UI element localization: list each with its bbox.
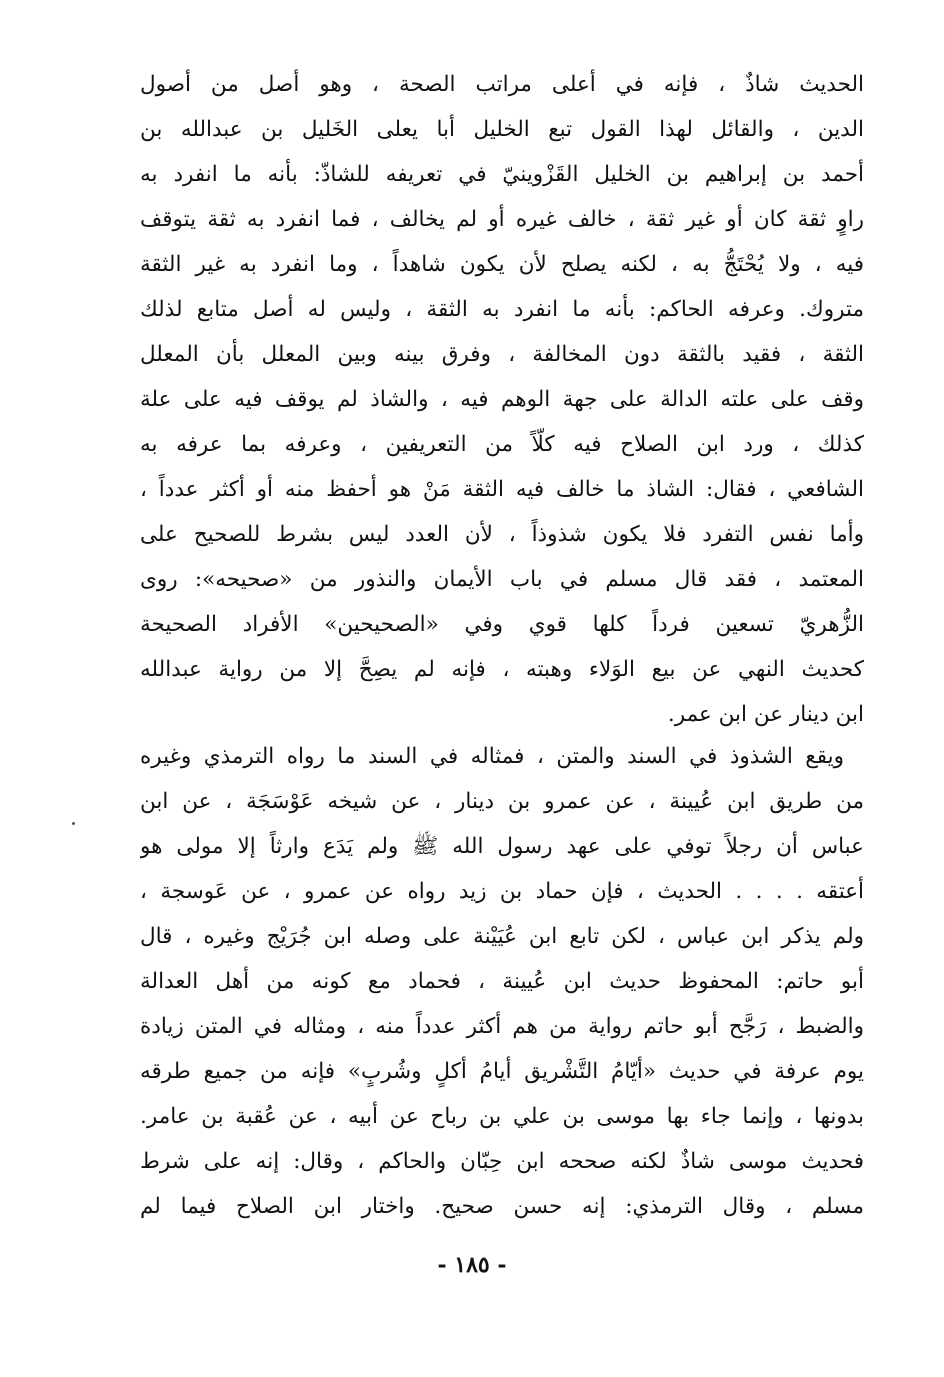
paragraph-1 — [140, 62, 864, 737]
page-number: - ١٨٥ - — [437, 1252, 507, 1278]
text-line: ويقع الشذوذ في السند والمتن ، فمثاله في السند ما رواه الترمذي وغيره — [140, 744, 844, 769]
text-line: مسلم ، وقال الترمذي: إنه حسن صحيح. واختار ابن الصلاح فيما لم — [140, 1194, 864, 1219]
text-line: من طريق ابن عُيينة ، عن عمرو بن دينار ، عن شيخه عَوْسَجَة ، عن ابن — [140, 789, 864, 814]
text-line: والضبط ، رَجَّح أبو حاتم رواية من هم أكثر عدداً منه ، ومثاله في المتن زيادة — [140, 1014, 864, 1039]
paragraph-2 — [140, 734, 864, 1229]
text-line: فحديث موسى شاذٌ لكنه صححه ابن حِبّان والحاكم ، وقال: إنه على شرط — [140, 1149, 864, 1174]
text-line: الحديث شاذٌ ، فإنه في أعلى مراتب الصحة ، وهو أصل من أصول — [140, 72, 864, 97]
text-line: أعتقه . . . . الحديث ، فإن حماد بن زيد رواه عن عمرو ، عن عَوسجة ، — [140, 879, 864, 904]
text-line: ولم يذكر ابن عباس ، لكن تابع ابن عُيَيْنة على وصله ابن جُرَيْج وغيره ، قال — [140, 924, 864, 949]
text-line: الدين ، والقائل لهذا القول تبع الخليل أبا يعلى الخَليل بن عبدالله بن — [140, 117, 864, 142]
text-line: وأما نفس التفرد فلا يكون شذوذاً ، لأن العدد ليس بشرط للصحيح على — [140, 522, 864, 547]
text-line: ابن دينار عن ابن عمر. — [667, 702, 864, 727]
text-line: متروك. وعرفه الحاكم: بأنه ما انفرد به الثقة ، وليس له أصل متابع لذلك — [140, 297, 864, 322]
text-line: أحمد بن إبراهيم بن الخليل القَزْوينيّ في تعريفه للشاذّ: بأنه ما انفرد به — [140, 162, 864, 187]
text-line: الزُّهريّ تسعين فرداً كلها قوي وفي «الصحيحين» الأفراد الصحيحة — [140, 612, 864, 637]
text-line: عباس أن رجلاً توفي على عهد رسول الله ﷺ ولم يَدَع وارثاً إلا مولى هو — [140, 834, 864, 859]
text-line: فيه ، ولا يُحْتَجُّ به ، لكنه يصلح لأن يكون شاهداً ، وما انفرد به غير الثقة — [140, 252, 864, 277]
text-line: المعتمد ، فقد قال مسلم في باب الأيمان والنذور من «صحيحه»: روى — [140, 567, 864, 592]
text-line: كحديث النهي عن بيع الوَلاء وهبته ، فإنه لم يصِحَّ إلا من رواية عبدالله — [140, 657, 864, 682]
text-line: كذلك ، ورد ابن الصلاح فيه كلّاً من التعريفين ، وعرفه بما عرفه به — [140, 432, 864, 457]
text-line: وقف على علته الدالة على جهة الوهم فيه ، والشاذ لم يوقف فيه على علة — [140, 387, 864, 412]
scan-speck — [72, 822, 75, 825]
text-line: يوم عرفة في حديث «أيّامُ التَّشْريق أيامُ أكلٍ وشُربٍ» فإنه من جميع طرقه — [140, 1059, 864, 1084]
text-line: راوٍ ثقة كان أو غير ثقة ، خالف غيره أو لم يخالف ، فما انفرد به ثقة يتوقف — [140, 207, 864, 232]
text-line: أبو حاتم: المحفوظ حديث ابن عُيينة ، فحماد مع كونه من أهل العدالة — [140, 969, 864, 994]
text-line: الشافعي ، فقال: الشاذ ما خالف فيه الثقة مَنْ هو أحفظ منه أو أكثر عدداً ، — [140, 477, 864, 502]
text-line: الثقة ، فقيد بالثقة دون المخالفة ، وفرق بينه وبين المعلل بأن المعلل — [140, 342, 864, 367]
text-line: بدونها ، وإنما جاء بها موسى بن علي بن رباح عن أبيه ، عن عُقبة بن عامر. — [140, 1104, 864, 1129]
